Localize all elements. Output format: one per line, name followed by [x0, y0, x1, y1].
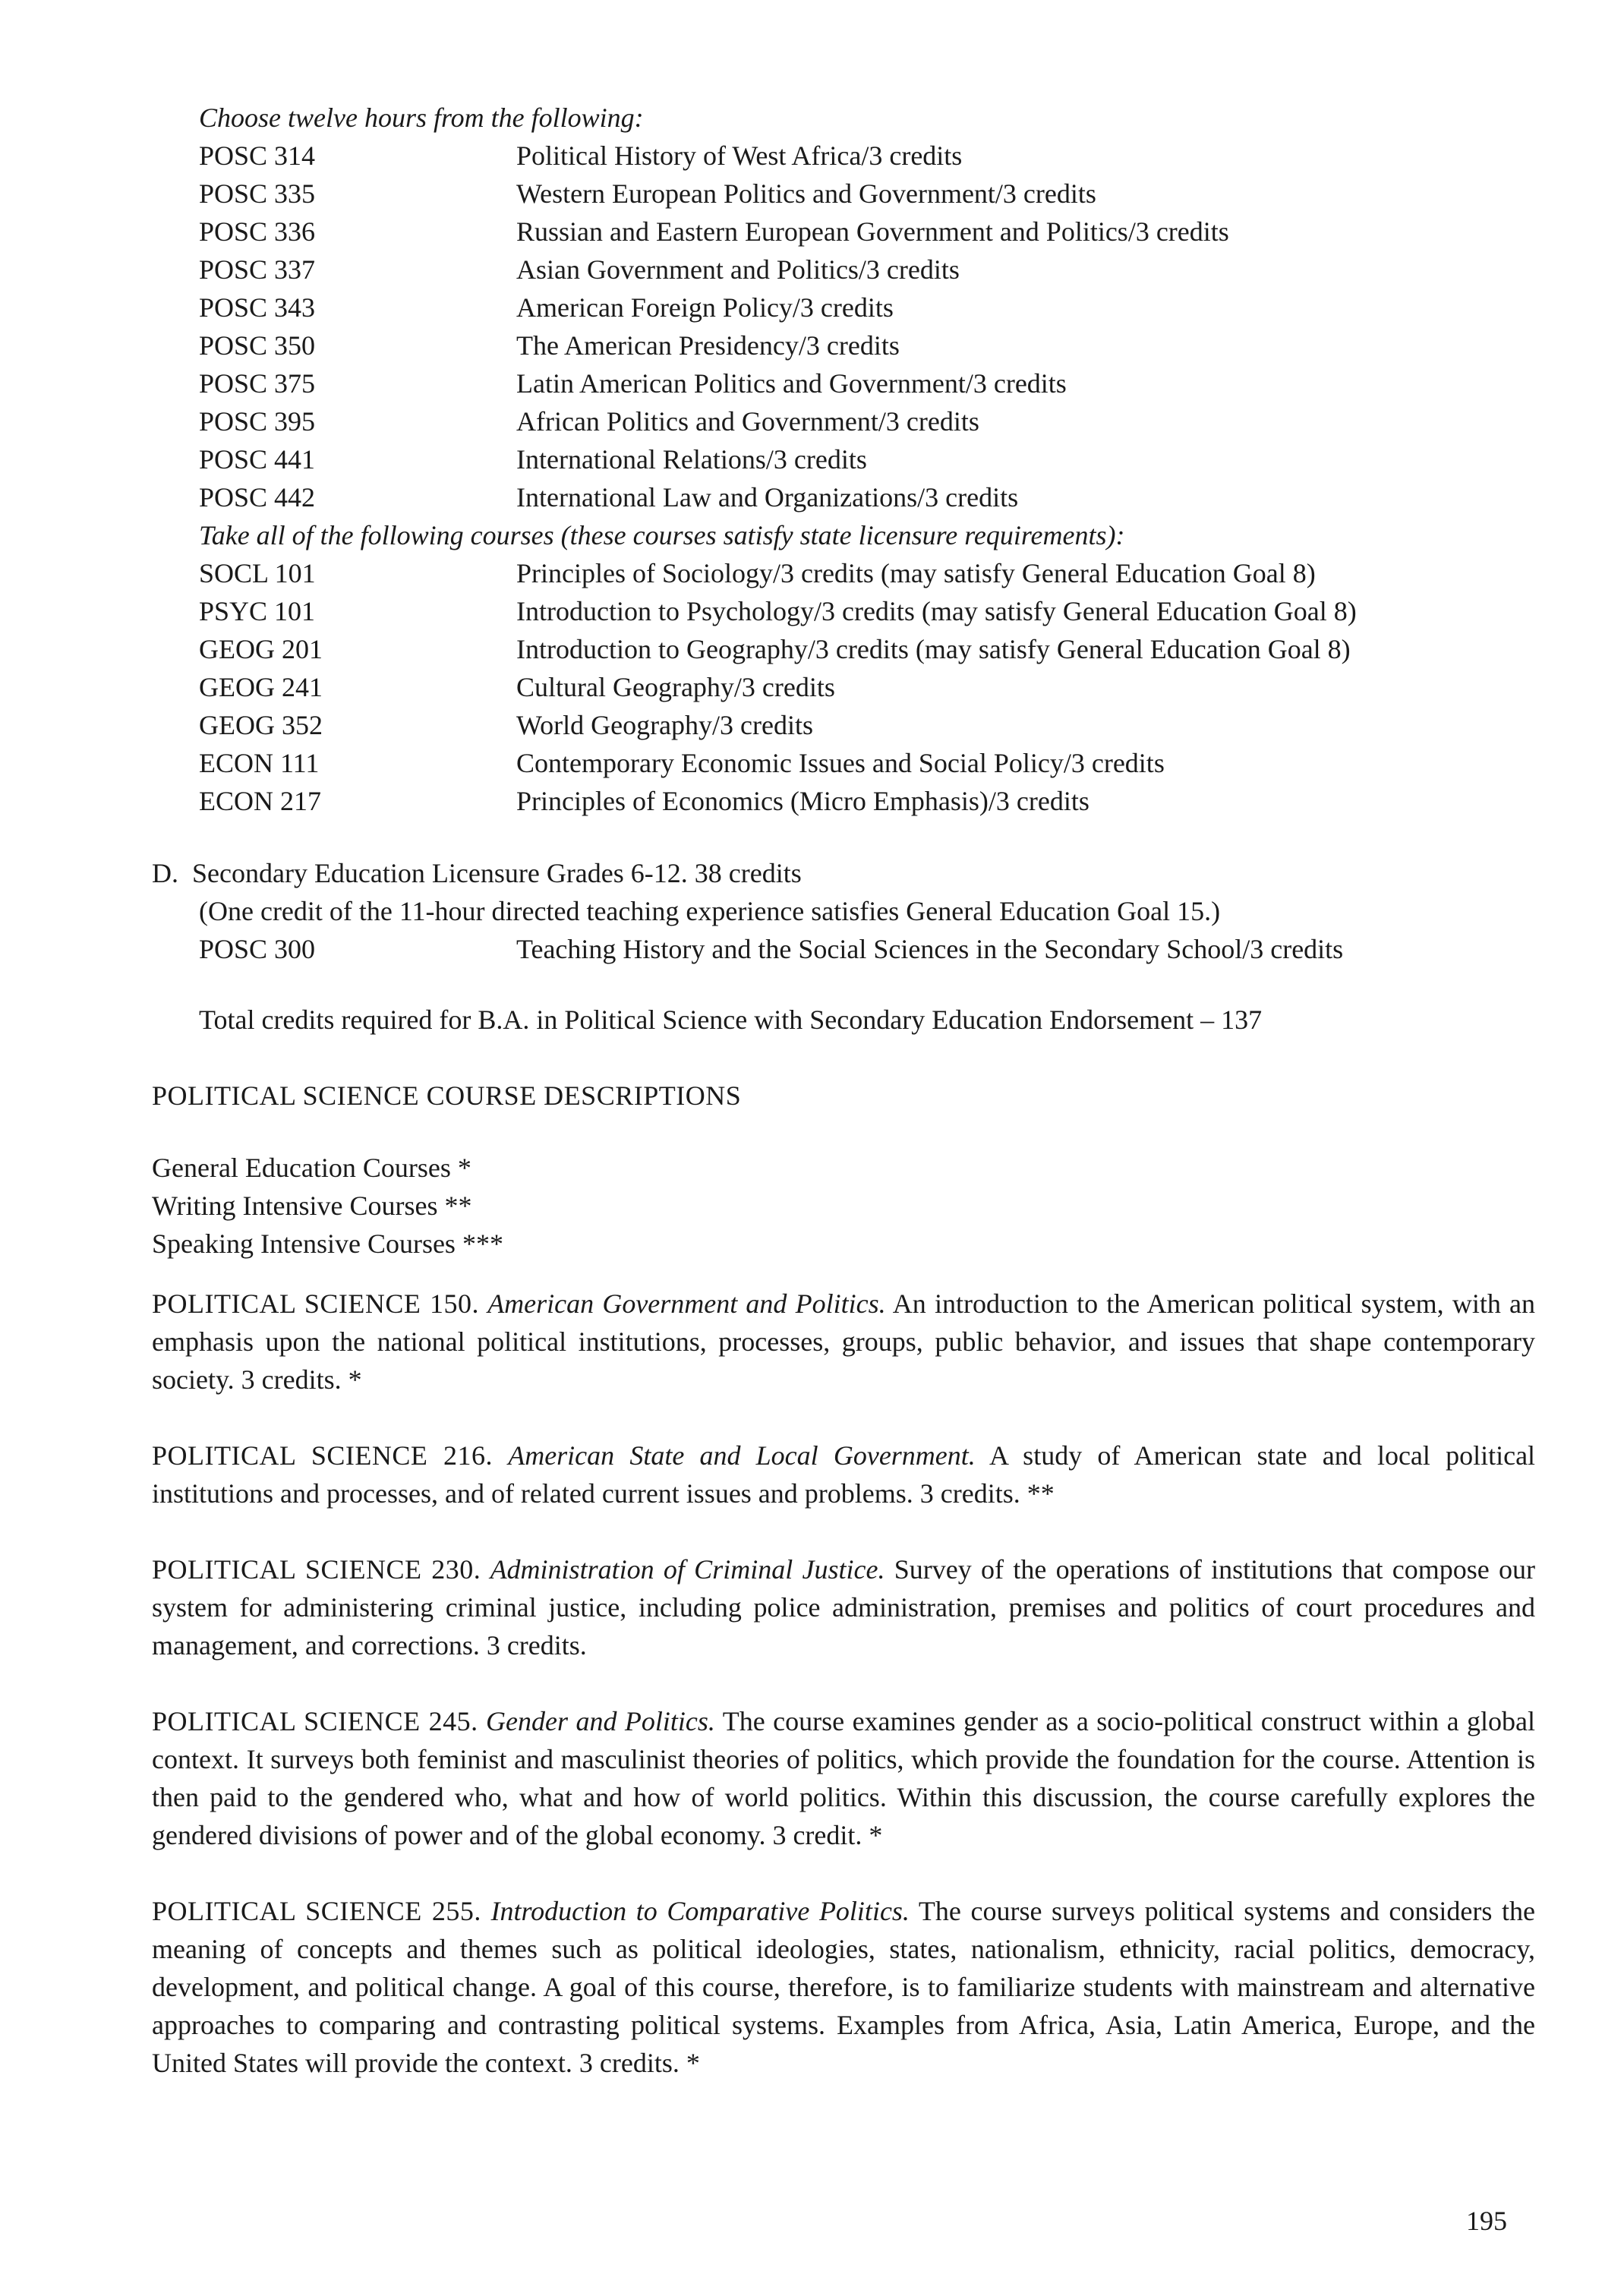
course-number: POLITICAL SCIENCE 255.: [152, 1896, 481, 1926]
course-row: [199, 364, 1550, 402]
course-row: [199, 782, 1550, 820]
course-title: Russian and Eastern European Government and Politics/3 credits: [516, 216, 1229, 247]
course-requirements: [199, 99, 1550, 820]
course-code: POSC 350: [199, 330, 316, 361]
course-code: POSC 343: [199, 292, 316, 323]
course-row: [199, 554, 1550, 592]
course-title: World Geography/3 credits: [516, 710, 813, 740]
course-summary: The course surveys political systems and considers the meaning of concepts and themes such as political ideologies, states, nationalism, ethnicity, racial politics, democracy, development, and political change. A goal of this course, therefore, is to familiarize students with mainstream and alternative approaches to comparing and contrasting political systems. Examples from Africa, Asia, Latin America, Europe, and the United States will provide the context. 3 credits. *: [152, 1896, 1535, 2078]
course-title: The American Presidency/3 credits: [516, 330, 900, 361]
course-description: [152, 1285, 1535, 1399]
course-row: [199, 289, 1550, 326]
course-row: [199, 744, 1550, 782]
course-number: POLITICAL SCIENCE 150.: [152, 1288, 479, 1319]
course-summary: A study of American state and local political institutions and processes, and of related current issues and problems. 3 credits. **: [152, 1440, 1536, 1509]
course-code: GEOG 352: [199, 710, 323, 740]
legend-item: Speaking Intensive Courses ***: [152, 1228, 503, 1259]
course-description: [152, 1550, 1535, 1664]
course-title: Teaching History and the Social Sciences in the Secondary School/3 credits: [516, 934, 1344, 964]
course-row: [199, 175, 1550, 213]
course-title: African Politics and Government/3 credits: [516, 406, 979, 437]
course-code: POSC 442: [199, 482, 316, 512]
course-title: Political History of West Africa/3 credits: [516, 140, 963, 171]
course-title: American Foreign Policy/3 credits: [516, 292, 894, 323]
course-row: [199, 706, 1550, 744]
course-row: [199, 402, 1550, 440]
section-d-note: (One credit of the 11-hour directed teaching experience satisfies General Education Goal 15.): [199, 896, 1221, 926]
course-name: Administration of Criminal Justice.: [490, 1554, 885, 1585]
course-code: POSC 335: [199, 178, 316, 209]
course-code: ECON 217: [199, 786, 321, 816]
course-description: [152, 1437, 1535, 1512]
course-code: SOCL 101: [199, 558, 316, 588]
course-description: [152, 1702, 1535, 1854]
page-number: 195: [1466, 2206, 1507, 2236]
course-row: [199, 592, 1550, 630]
course-descriptions: [152, 1285, 1535, 2120]
course-row: [199, 440, 1550, 478]
course-summary: An introduction to the American political system, with an emphasis upon the national political institutions, processes, groups, public behavior, and issues that shape contemporary society. 3 credits. *: [152, 1288, 1536, 1395]
course-row: [152, 930, 1534, 968]
course-legend: [152, 1149, 503, 1263]
course-row: [199, 137, 1550, 175]
course-code: POSC 336: [199, 216, 316, 247]
course-summary: The course examines gender as a socio-political construct within a global context. It surveys both feminist and masculinist theories of politics, which provide the foundation for the course. Attention is then paid to the gendered who, what and how of world politics. Within this discussion, the course carefully explores the gendered divisions of power and of the global economy. 3 credit. *: [152, 1706, 1535, 1850]
section-d: [152, 854, 1534, 968]
section-heading: POLITICAL SCIENCE COURSE DESCRIPTIONS: [152, 1080, 742, 1111]
course-title: International Relations/3 credits: [516, 444, 867, 475]
course-title: Latin American Politics and Government/3 credits: [516, 368, 1067, 399]
course-summary: Survey of the operations of institutions that compose our system for administering criminal justice, including police administration, premises and politics of court procedures and management, and corrections. 3 credits.: [152, 1554, 1536, 1660]
course-name: Introduction to Comparative Politics.: [490, 1896, 910, 1926]
total-credits: Total credits required for B.A. in Political Science with Secondary Education Endorsement – 137: [199, 1004, 1263, 1035]
course-description: [152, 1892, 1535, 2082]
course-title: International Law and Organizations/3 credits: [516, 482, 1019, 512]
course-title: Introduction to Geography/3 credits (may satisfy General Education Goal 8): [516, 634, 1351, 664]
legend-item: Writing Intensive Courses **: [152, 1191, 472, 1221]
course-number: POLITICAL SCIENCE 230.: [152, 1554, 481, 1585]
course-row: [199, 478, 1550, 516]
course-name: American Government and Politics.: [487, 1288, 886, 1319]
course-code: POSC 314: [199, 140, 316, 171]
course-code: POSC 375: [199, 368, 316, 399]
course-title: Introduction to Psychology/3 credits (may satisfy General Education Goal 8): [516, 596, 1357, 626]
course-code: POSC 337: [199, 254, 316, 285]
course-row: [199, 251, 1550, 289]
course-number: POLITICAL SCIENCE 216.: [152, 1440, 494, 1471]
course-code: GEOG 241: [199, 672, 323, 702]
course-name: American State and Local Government.: [508, 1440, 976, 1471]
course-title: Principles of Economics (Micro Emphasis)/3 credits: [516, 786, 1089, 816]
course-title: Asian Government and Politics/3 credits: [516, 254, 960, 285]
course-code: POSC 395: [199, 406, 316, 437]
section-d-heading: D. Secondary Education Licensure Grades 6-12. 38 credits: [152, 858, 802, 888]
course-title: Contemporary Economic Issues and Social Policy/3 credits: [516, 748, 1165, 778]
required-intro: Take all of the following courses (these courses satisfy state licensure requirements):: [199, 520, 1125, 550]
course-row: [199, 213, 1550, 251]
course-code: GEOG 201: [199, 634, 323, 664]
course-row: [199, 630, 1550, 668]
course-code: ECON 111: [199, 748, 320, 778]
course-code: PSYC 101: [199, 596, 316, 626]
course-title: Principles of Sociology/3 credits (may satisfy General Education Goal 8): [516, 558, 1316, 588]
course-code: POSC 300: [199, 934, 316, 964]
course-code: POSC 441: [199, 444, 316, 475]
course-row: [199, 326, 1550, 364]
course-row: [199, 668, 1550, 706]
course-title: Cultural Geography/3 credits: [516, 672, 835, 702]
course-title: Western European Politics and Government/3 credits: [516, 178, 1096, 209]
course-number: POLITICAL SCIENCE 245.: [152, 1706, 478, 1736]
legend-item: General Education Courses *: [152, 1153, 471, 1183]
elective-intro: Choose twelve hours from the following:: [199, 102, 644, 133]
course-name: Gender and Politics.: [486, 1706, 715, 1736]
